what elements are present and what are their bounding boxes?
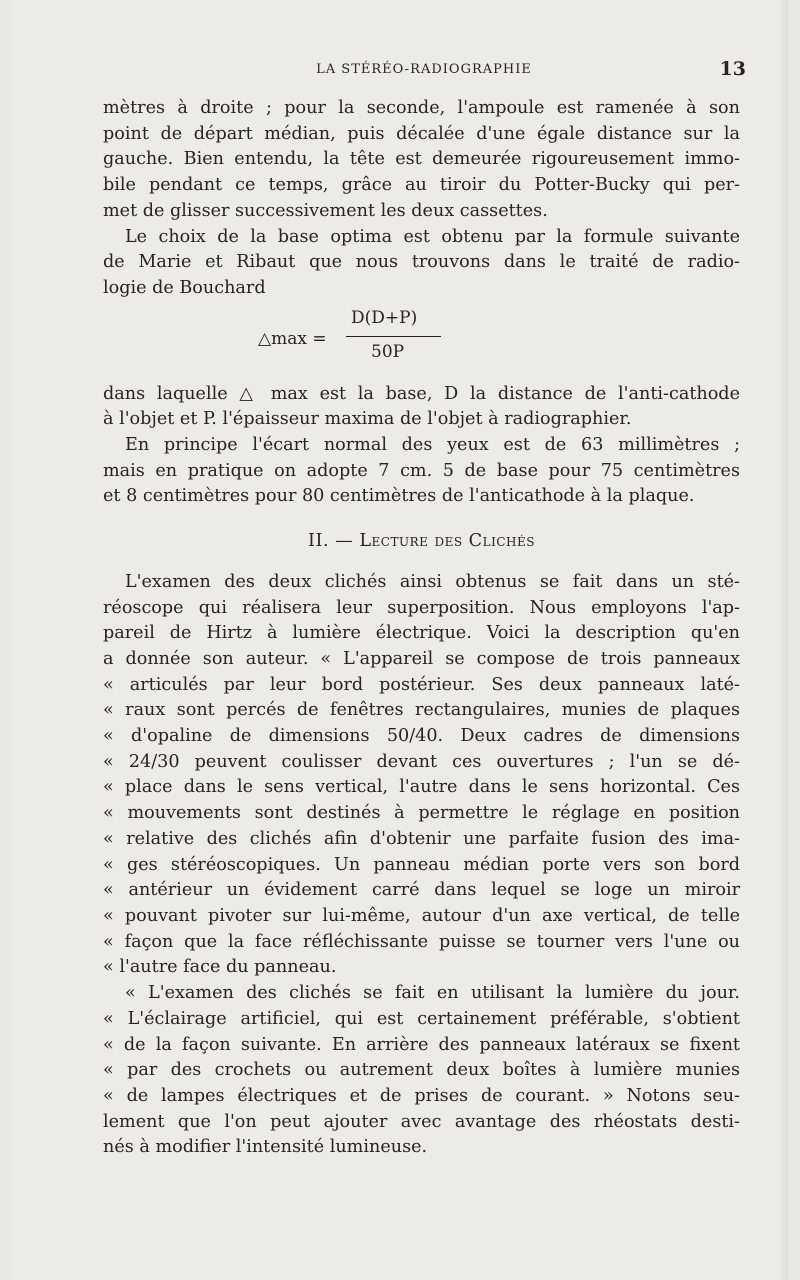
text-line: dans laquelle △ max est la base, D la distance de l'anti-cathode	[103, 383, 740, 404]
formula-numerator: D(D+P)	[351, 307, 418, 328]
text-line: « 24/30 peuvent coulisser devant ces ouvertures ; l'un se dé-	[103, 751, 740, 772]
text-line: « relative des clichés afin d'obtenir une parfaite fusion des ima-	[103, 828, 740, 849]
text-line: « ges stéréoscopiques. Un panneau médian porte vers son bord	[103, 854, 740, 875]
text-line: « par des crochets ou autrement deux boîtes à lumière munies	[103, 1060, 740, 1081]
text-line: mètres à droite ; pour la seconde, l'ampoule est ramenée à son	[103, 98, 740, 118]
text-line: L'examen des deux clichés ainsi obtenus se fait dans un sté-	[125, 571, 740, 592]
running-head: LA STÉRÉO-RADIOGRAPHIE	[316, 62, 532, 77]
paragraph-continuation	[103, 96, 740, 225]
text-line: « pouvant pivoter sur lui-même, autour d'un axe vertical, de telle	[103, 905, 740, 926]
formula-denominator: 50P	[371, 341, 405, 362]
text-line: bile pendant ce temps, grâce au tiroir du Potter-Bucky qui per-	[103, 175, 740, 196]
text-line: « place dans le sens vertical, l'autre dans le sens horizontal. Ces	[103, 777, 740, 798]
text-line: à l'objet et P. l'épaisseur maxima de l'objet à radiographier.	[103, 409, 632, 430]
paragraph-formula-legend	[103, 382, 740, 433]
text-line: logie de Bouchard	[103, 277, 266, 298]
text-line: met de glisser successivement les deux cassettes.	[103, 200, 548, 221]
text-line: mais en pratique on adopte 7 cm. 5 de base pour 75 centimètres	[103, 460, 740, 481]
text-line: pareil de Hirtz à lumière électrique. Voici la description qu'en	[103, 623, 740, 644]
text-line: gauche. Bien entendu, la tête est demeurée rigoureusement immo-	[103, 149, 740, 170]
fraction-bar	[346, 336, 441, 337]
section-title: Lecture des Clichés	[359, 531, 535, 552]
text-line: Le choix de la base optima est obtenu par la formule suivante	[125, 226, 740, 247]
paragraph-base-optima	[103, 225, 740, 302]
text-line: En principe l'écart normal des yeux est de 63 millimètres ;	[125, 435, 740, 456]
text-line: « l'autre face du panneau.	[103, 957, 337, 978]
text-line: « de lampes électriques et de prises de courant. » Notons seu-	[103, 1085, 740, 1106]
text-line: « de la façon suivante. En arrière des panneaux latéraux se fixent	[103, 1034, 740, 1055]
text-line: a donnée son auteur. « L'appareil se compose de trois panneaux	[103, 648, 740, 669]
text-line: « mouvements sont destinés à permettre le réglage en position	[103, 803, 740, 824]
text-line: et 8 centimètres pour 80 centimètres de l'anticathode à la plaque.	[103, 486, 695, 507]
section-heading	[103, 529, 740, 555]
section-number: II. —	[308, 531, 354, 552]
formula	[103, 304, 740, 382]
text-line: nés à modifier l'intensité lumineuse.	[103, 1137, 428, 1158]
text-line: « articulés par leur bord postérieur. Ses deux panneaux laté-	[103, 674, 740, 695]
paragraph-stereoscope	[103, 570, 740, 981]
paragraph-eclairage	[103, 981, 740, 1161]
text-line: « raux sont percés de fenêtres rectangulaires, munies de plaques	[103, 700, 740, 721]
text-line: lement que l'on peut ajouter avec avantage des rhéostats desti-	[103, 1111, 740, 1132]
text-line: de Marie et Ribaut que nous trouvons dans le traité de radio-	[103, 252, 740, 273]
text-line: point de départ médian, puis décalée d'une égale distance sur la	[103, 123, 740, 144]
text-line: « L'éclairage artificiel, qui est certainement préférable, s'obtient	[103, 1008, 740, 1029]
text-line: « antérieur un évidement carré dans lequel se loge un miroir	[103, 880, 740, 901]
text-line: « d'opaline de dimensions 50/40. Deux cadres de dimensions	[103, 726, 740, 747]
formula-lhs: △max =	[258, 328, 327, 349]
page-number: 13	[719, 58, 746, 80]
page-header	[100, 58, 748, 82]
body-text	[103, 96, 740, 1161]
paragraph-ecart	[103, 433, 740, 510]
text-line: réoscope qui réalisera leur superposition. Nous employons l'ap-	[103, 597, 740, 618]
text-line: « façon que la face réfléchissante puisse se tourner vers l'une ou	[103, 931, 740, 952]
text-line: « L'examen des clichés se fait en utilisant la lumière du jour.	[125, 983, 740, 1004]
book-page	[12, 0, 788, 1280]
